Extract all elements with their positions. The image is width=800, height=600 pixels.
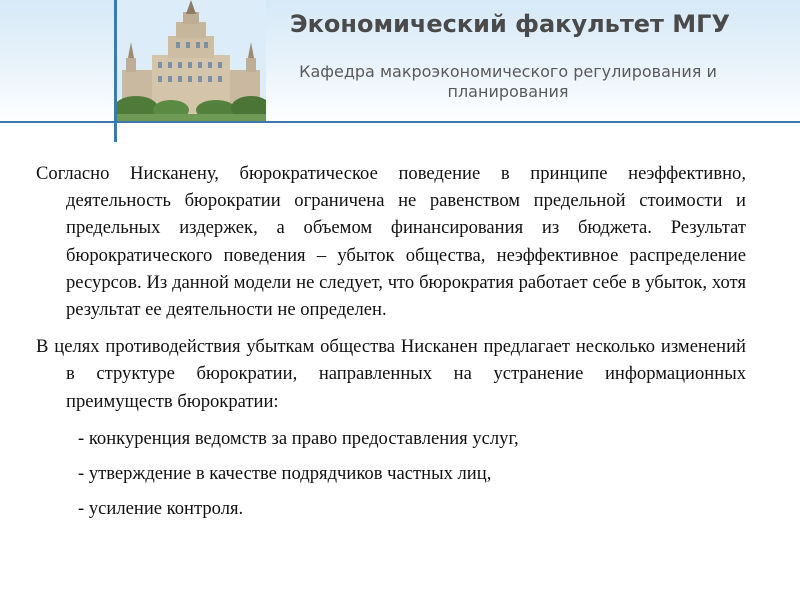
page-subtitle bbox=[258, 62, 758, 102]
page-title: Экономический факультет МГУ bbox=[290, 10, 730, 38]
msu-main-building-icon bbox=[116, 0, 266, 121]
paragraph-2: В целях противодействия убыткам общества Нисканен предлагает несколько изменений в структуре бюрократии, направленных на устранение информационных преимуществ бюрократии: bbox=[36, 336, 746, 412]
list-item: - утверждение в качестве подрядчиков частных лиц, bbox=[78, 463, 492, 485]
paragraph-1: Согласно Нисканену, бюрократическое поведение в принципе неэффективно, деятельность бюрократии ограничена не равенством предельной стоимости и предельных издержек, а объемом финансирования из бюджета. Результат бюрократического поведения – убыток общества, неэффективное распределение ресурсов. Из данной модели не следует, что бюрократия работает себе в убыток, хотя результат ее деятельности не определен. bbox=[36, 163, 746, 321]
horizontal-accent-line bbox=[0, 121, 800, 123]
list-item: - усиление контроля. bbox=[78, 498, 244, 520]
subtitle-line-1: Кафедра макроэкономического регулирования и bbox=[299, 62, 717, 81]
subtitle-line-2: планирования bbox=[447, 82, 569, 101]
slide-body bbox=[36, 160, 746, 530]
list-item: - конкуренция ведомств за право предоставления услуг, bbox=[78, 427, 519, 449]
